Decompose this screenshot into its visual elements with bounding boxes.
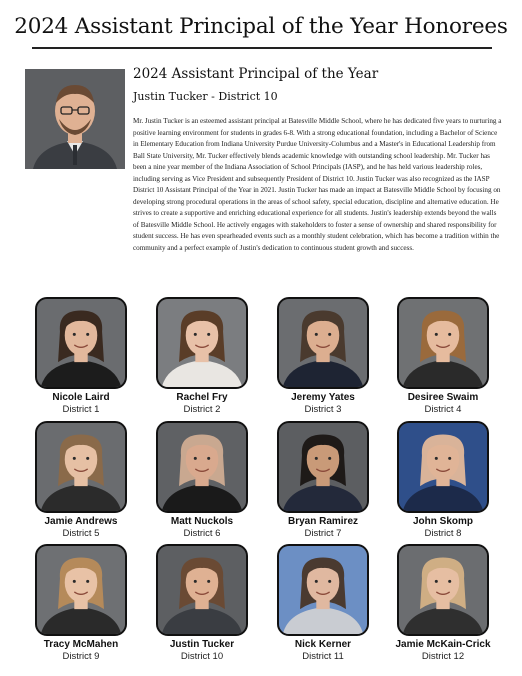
page-title: 2024 Assistant Principal of the Year Honorees — [14, 14, 508, 39]
portrait-image — [399, 546, 487, 634]
honoree-card — [143, 544, 261, 662]
honoree-district: District 12 — [421, 651, 465, 662]
honoree-card — [22, 297, 140, 415]
portrait-image — [158, 546, 246, 634]
honoree-photo — [156, 544, 248, 636]
honoree-district: District 6 — [183, 528, 221, 539]
honoree-photo — [277, 297, 369, 389]
honoree-card — [264, 544, 382, 662]
honoree-name: Justin Tucker — [169, 639, 235, 650]
honoree-district: District 8 — [424, 528, 462, 539]
honoree-photo — [277, 544, 369, 636]
honoree-card — [22, 544, 140, 662]
honoree-district: District 5 — [62, 528, 100, 539]
honoree-card — [143, 421, 261, 539]
honoree-photo — [397, 297, 489, 389]
portrait-image — [158, 423, 246, 511]
honoree-name: Jeremy Yates — [291, 392, 355, 403]
honoree-card — [384, 421, 502, 539]
portrait-image — [25, 69, 125, 169]
honoree-name: Bryan Ramirez — [287, 516, 359, 527]
featured-honoree-photo — [25, 69, 125, 169]
honoree-card — [384, 297, 502, 415]
honoree-photo — [35, 544, 127, 636]
honoree-name: Jamie McKain-Crick — [395, 639, 491, 650]
honoree-photo — [397, 421, 489, 513]
honoree-photo — [277, 421, 369, 513]
honoree-card — [143, 297, 261, 415]
honoree-card — [264, 421, 382, 539]
portrait-image — [279, 423, 367, 511]
portrait-image — [37, 423, 125, 511]
featured-honoree-name: Justin Tucker - District 10 — [133, 90, 278, 103]
portrait-image — [37, 546, 125, 634]
honoree-name: Nicole Laird — [52, 392, 110, 403]
honoree-card — [264, 297, 382, 415]
portrait-image — [399, 299, 487, 387]
honoree-name: Tracy McMahen — [43, 639, 119, 650]
honoree-name: Matt Nuckols — [170, 516, 234, 527]
honoree-name: Desiree Swaim — [407, 392, 479, 403]
portrait-image — [158, 299, 246, 387]
honoree-district: District 1 — [62, 404, 100, 415]
honoree-district: District 7 — [304, 528, 342, 539]
honoree-district: District 9 — [62, 651, 100, 662]
portrait-image — [279, 546, 367, 634]
honoree-photo — [156, 297, 248, 389]
honoree-name: Rachel Fry — [176, 392, 228, 403]
honoree-district: District 4 — [424, 404, 462, 415]
honoree-card — [22, 421, 140, 539]
honoree-district: District 10 — [180, 651, 224, 662]
honoree-photo — [397, 544, 489, 636]
honoree-district: District 11 — [302, 651, 344, 662]
honoree-photo — [35, 421, 127, 513]
portrait-image — [279, 299, 367, 387]
honoree-name: John Skomp — [412, 516, 473, 527]
title-divider — [32, 47, 492, 49]
honoree-name: Nick Kerner — [294, 639, 352, 650]
portrait-image — [399, 423, 487, 511]
portrait-image — [37, 299, 125, 387]
honoree-district: District 3 — [304, 404, 342, 415]
honoree-district: District 2 — [183, 404, 221, 415]
honoree-name: Jamie Andrews — [44, 516, 118, 527]
featured-honoree-bio: Mr. Justin Tucker is an esteemed assistant principal at Batesville Middle School, where he has dedicated five years to nurturing a positive learning environment for students in grades 6-8. With a strong educational foundation, including a Bachelor of Science in Elementary Education from Indiana University Purdue University-Columbus and a Master's in Educational Leadership from Ball State University, Mr. Tucker effectively blends academic knowledge with outstanding school leadership. Mr. Tucker has been a nine year member of the Indiana Association of School Principals (IASP), and he has held various leadership roles, including serving as Vice President and subsequently President of District 10. Justin Tucker was also recognized as the IASP District 10 Assistant Principal of the Year in 2021. Justin Tucker has made an impact at Batesville Middle School by focusing on developing strong procedural operations in the areas of school safety, special education, discipline and alternative education. He strives to create a supportive and enriching educational experience for all students. Justin's leadership extends beyond the walls of Batesville Middle School. He actively engages with stakeholders to foster a sense of ownership and shared responsibility for student success. He has even spearheaded events such as a monthly student celebration, which has become a tradition within the community and a perfect example of Justin's dedication to continuous student growth and success. — [133, 117, 502, 252]
honoree-photo — [35, 297, 127, 389]
featured-award-heading: 2024 Assistant Principal of the Year — [133, 66, 379, 82]
honoree-card — [384, 544, 502, 662]
honoree-photo — [156, 421, 248, 513]
